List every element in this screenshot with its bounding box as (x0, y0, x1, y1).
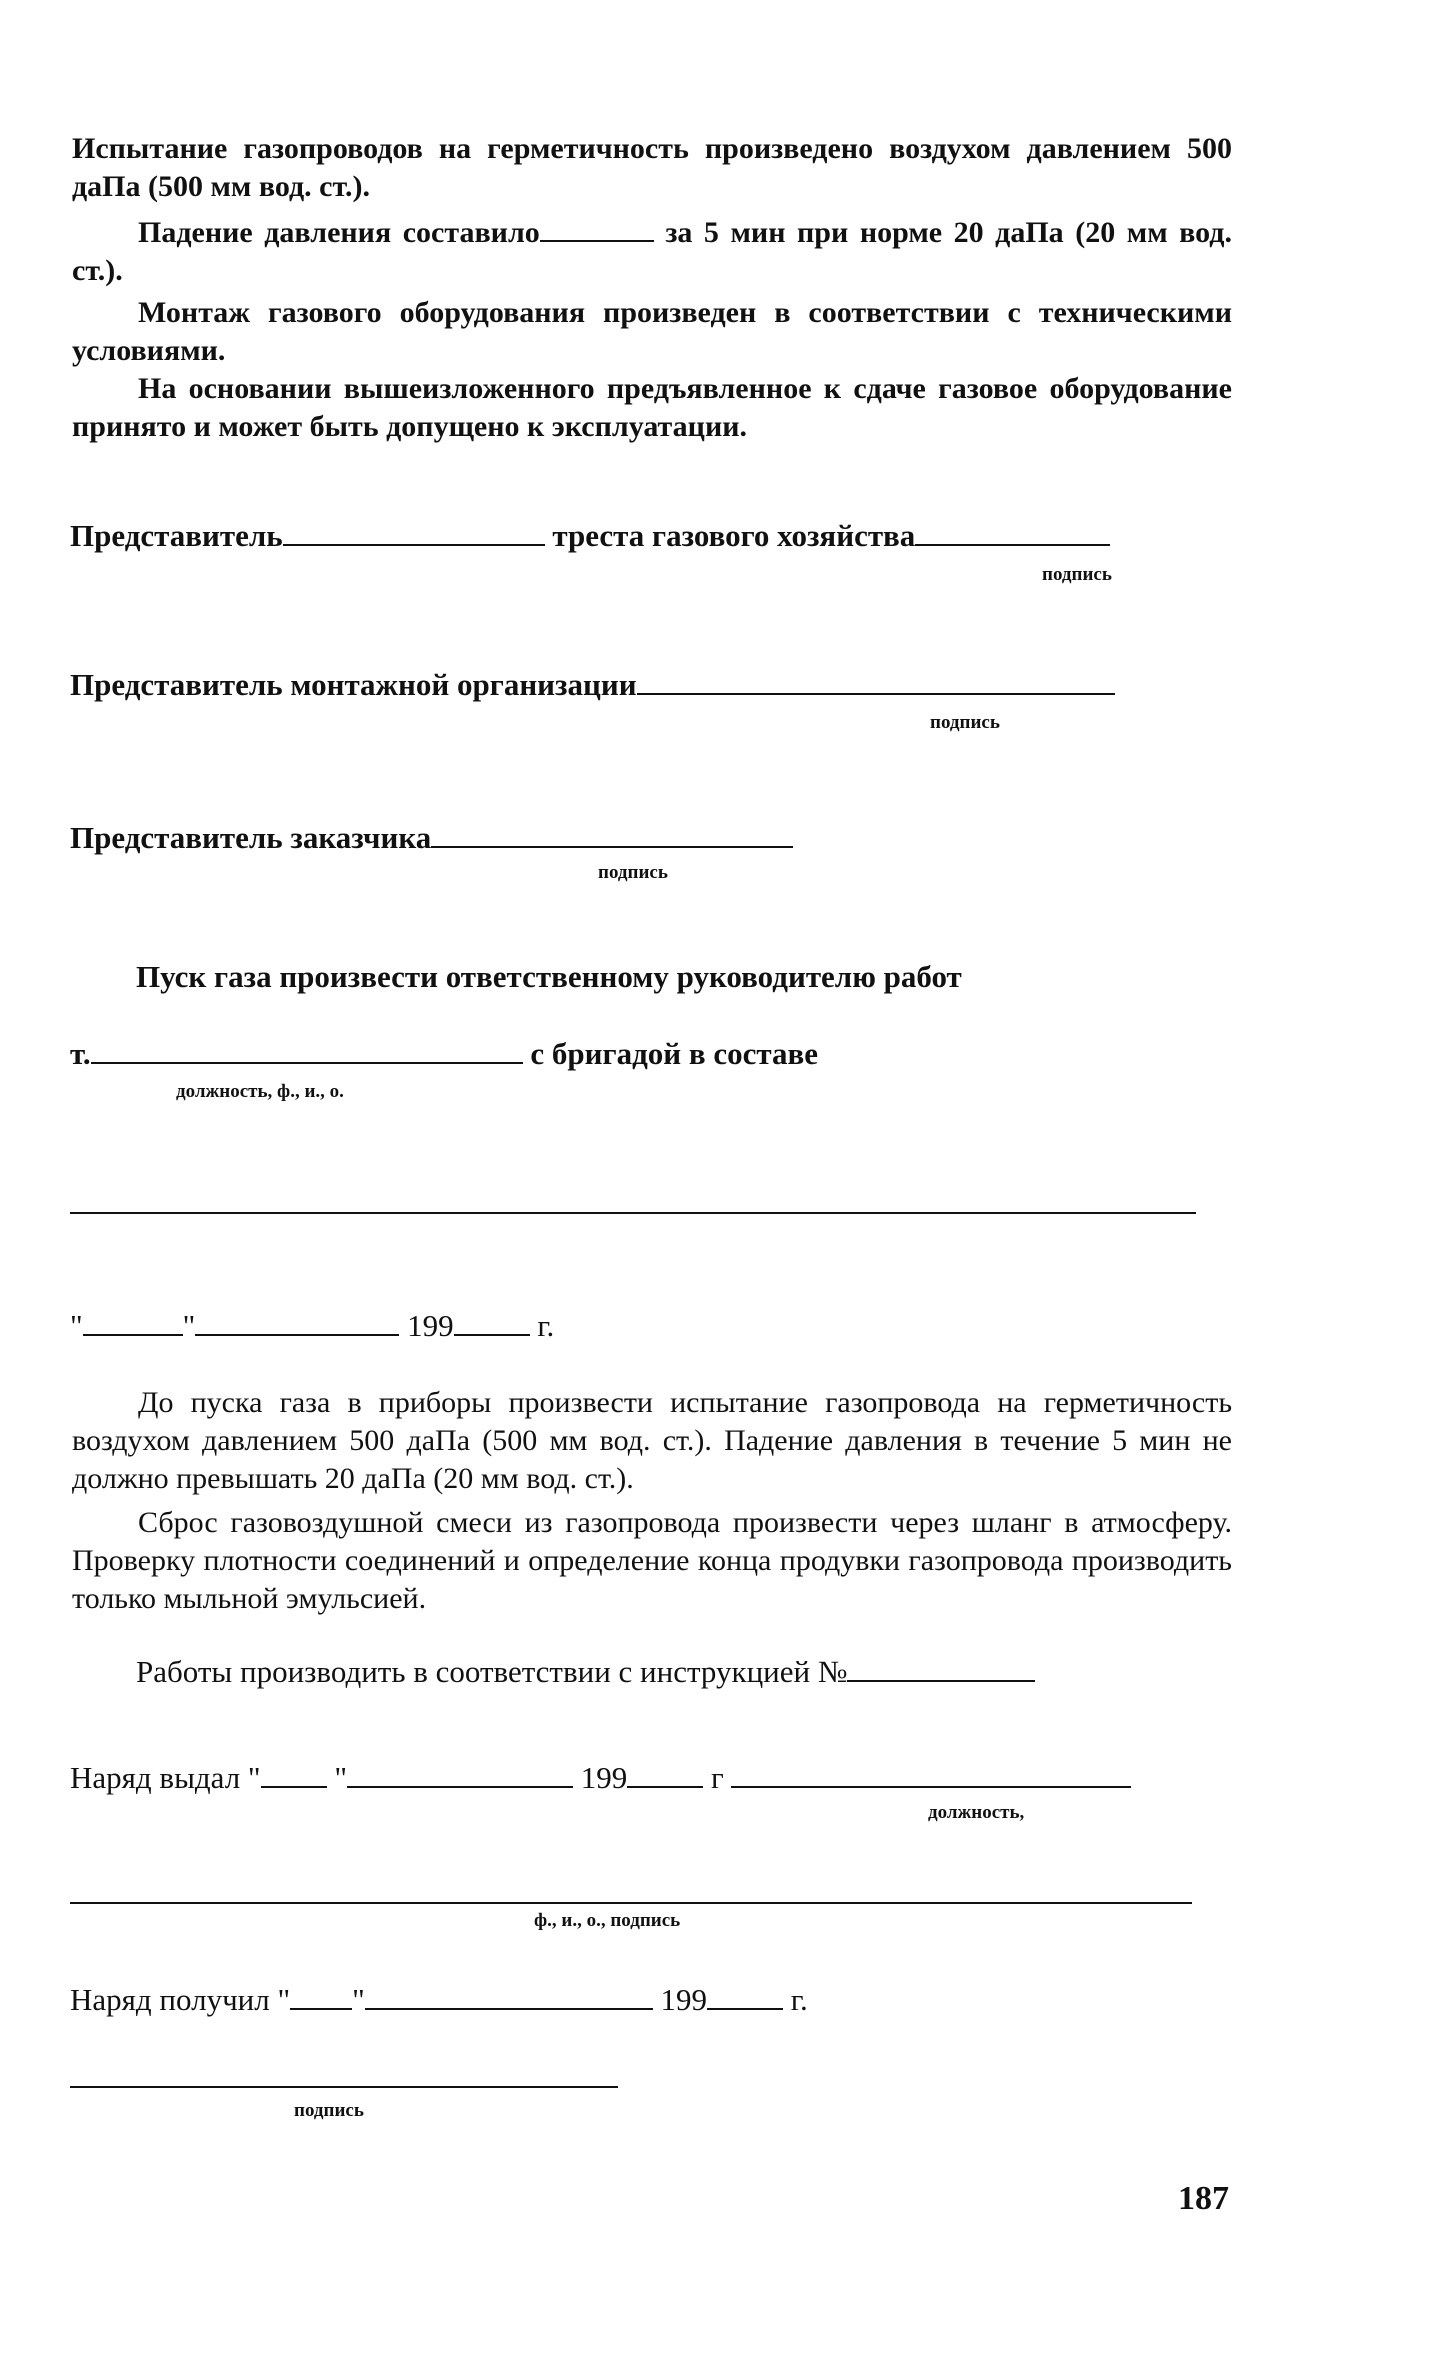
trust-representative-row: Представитель треста газового хозяйства (70, 516, 1110, 555)
customer-representative-row: Представитель заказчика (70, 818, 793, 857)
crew-composition-line (70, 1212, 1196, 1214)
name-signature-caption: ф., и., о., подпись (534, 1910, 681, 1931)
signature-caption: подпись (1042, 564, 1112, 585)
page-number: 187 (1178, 2180, 1229, 2217)
order-received-row: Наряд получил " " 199 г. (70, 1982, 808, 2017)
paragraph-pressure-drop: Падение давления составило за 5 мин при норме 20 даПа (20 мм вод. ст.). (72, 212, 1232, 290)
mounting-representative-row: Представитель монтажной организации (70, 665, 1115, 704)
position-caption: должность, (928, 1802, 1025, 1823)
paragraph-test-before-start: До пуска газа в приборы произвести испытание газопровода на герметичность воздухом давлением 500 даПа (500 мм вод. ст.). Падение давления в течение 5 мин не должно превышать 20 даПа (20 мм вод. ст.). (72, 1386, 1232, 1495)
paragraph-purge: Сброс газовоздушной смеси из газопровода произвести через шланг в атмосферу. Проверку плотности соединений и определение конца продувки газопровода производить только мыльной эмульсией. (72, 1506, 1232, 1615)
gas-start-heading: Пуск газа произвести ответственному руководителю работ (136, 959, 962, 994)
position-name-caption: должность, ф., и., о. (176, 1081, 344, 1102)
comrade-row: т. с бригадой в составе (70, 1036, 819, 1071)
paragraph-test: Испытание газопроводов на герметичность произведено воздухом давлением 500 даПа (500 мм вод. ст.). (72, 132, 1232, 203)
instruction-row: Работы производить в соответствии с инструкцией № (136, 1652, 1035, 1691)
paragraph-acceptance: На основании вышеизложенного предъявленное к сдаче газовое оборудование принято и может быть допущено к эксплуатации. (72, 372, 1232, 443)
signature-caption: подпись (930, 712, 1000, 733)
name-signature-line (70, 1902, 1192, 1904)
date-row: " " 199 г. (70, 1308, 555, 1343)
paragraph-mounting: Монтаж газового оборудования произведен в соответствии с техническими условиями. (72, 296, 1232, 367)
signature-caption: подпись (294, 2100, 364, 2121)
order-issued-row: Наряд выдал " " 199 г (70, 1758, 1131, 1797)
receiver-signature-line (70, 2086, 618, 2088)
signature-caption: подпись (598, 862, 668, 883)
